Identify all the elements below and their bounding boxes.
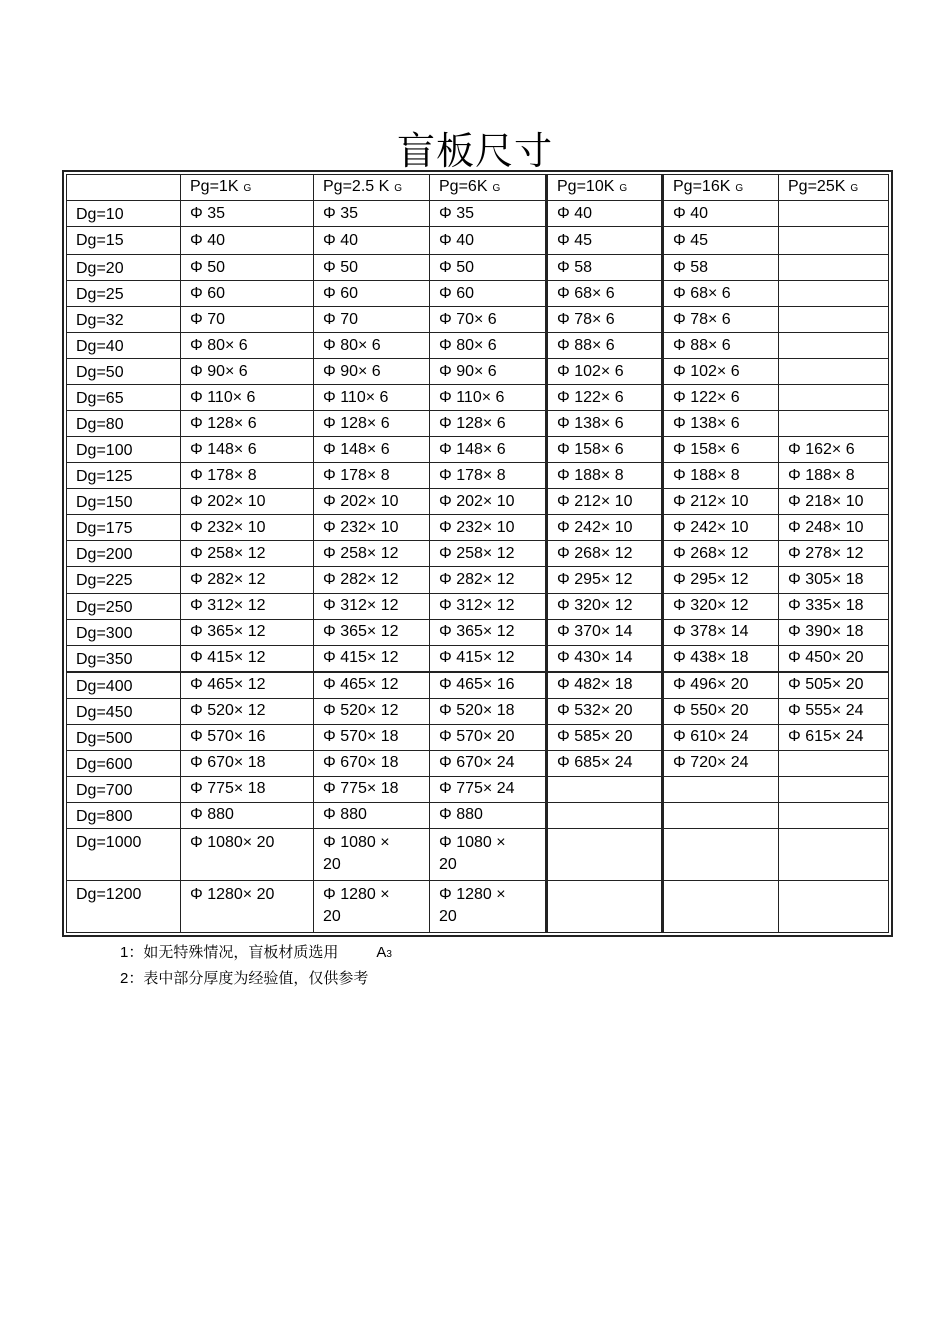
- table-cell: Φ 70: [181, 307, 314, 333]
- table-row: [67, 489, 889, 515]
- table-cell: Φ 520× 12: [314, 698, 430, 724]
- table-row: [67, 802, 889, 828]
- footnote-1-text: 1：如无特殊情况，盲板材质选用: [120, 944, 339, 961]
- header-cell: [314, 175, 430, 201]
- pressure-unit-sub: G: [243, 182, 252, 194]
- table-cell: Φ 378× 14: [663, 619, 779, 645]
- table-cell: Φ 178× 8: [314, 463, 430, 489]
- table-cell: Φ 430× 14: [547, 645, 663, 672]
- row-header-cell: Dg=1000: [67, 828, 181, 880]
- table-cell: Φ 40: [314, 227, 430, 255]
- table-row: [67, 593, 889, 619]
- table-cell: Φ 282× 12: [181, 567, 314, 593]
- table-row: [67, 672, 889, 699]
- table-cell: Φ 670× 24: [430, 750, 547, 776]
- table-cell: Φ 80× 6: [430, 333, 547, 359]
- table-row: [67, 333, 889, 359]
- pressure-unit-sub: G: [735, 182, 744, 194]
- table-row: [67, 411, 889, 437]
- table-cell: Φ 282× 12: [430, 567, 547, 593]
- table-cell: Φ 45: [547, 227, 663, 255]
- table-row: [67, 828, 889, 880]
- table-cell: [779, 333, 889, 359]
- table-cell: Φ 188× 8: [779, 463, 889, 489]
- table-cell: Φ 1080 × 20: [314, 828, 430, 880]
- table-cell: [663, 776, 779, 802]
- table-cell: Φ 312× 12: [314, 593, 430, 619]
- table-row: [67, 515, 889, 541]
- table-cell: Φ 496× 20: [663, 672, 779, 699]
- table-cell: Φ 550× 20: [663, 698, 779, 724]
- table-cell: Φ 70: [314, 307, 430, 333]
- table-cell: Φ 312× 12: [430, 593, 547, 619]
- table-cell: Φ 570× 18: [314, 724, 430, 750]
- table-cell: Φ 258× 12: [430, 541, 547, 567]
- table-cell: [779, 281, 889, 307]
- header-cell: [181, 175, 314, 201]
- footnotes: [120, 942, 392, 994]
- dimension-table-frame: [62, 170, 893, 937]
- table-row: [67, 385, 889, 411]
- row-header-cell: Dg=500: [67, 724, 181, 750]
- table-cell: [779, 359, 889, 385]
- table-cell: Φ 295× 12: [547, 567, 663, 593]
- table-cell: Φ 365× 12: [430, 619, 547, 645]
- table-cell: Φ 122× 6: [663, 385, 779, 411]
- table-cell: Φ 268× 12: [663, 541, 779, 567]
- table-cell: Φ 370× 14: [547, 619, 663, 645]
- table-cell: Φ 775× 24: [430, 776, 547, 802]
- table-cell: Φ 570× 16: [181, 724, 314, 750]
- row-header-cell: Dg=450: [67, 698, 181, 724]
- table-cell: Φ 90× 6: [181, 359, 314, 385]
- table-cell: Φ 282× 12: [314, 567, 430, 593]
- table-cell: Φ 615× 24: [779, 724, 889, 750]
- table-cell: Φ 720× 24: [663, 750, 779, 776]
- table-row: [67, 724, 889, 750]
- table-cell: Φ 68× 6: [547, 281, 663, 307]
- table-cell: Φ 178× 8: [430, 463, 547, 489]
- table-cell: Φ 312× 12: [181, 593, 314, 619]
- table-cell: Φ 40: [547, 201, 663, 227]
- table-cell: Φ 88× 6: [547, 333, 663, 359]
- table-cell: Φ 110× 6: [314, 385, 430, 411]
- table-cell: Φ 45: [663, 227, 779, 255]
- table-cell: Φ 880: [181, 802, 314, 828]
- table-cell: Φ 242× 10: [663, 515, 779, 541]
- table-row: [67, 359, 889, 385]
- table-row: [67, 463, 889, 489]
- table-cell: Φ 90× 6: [430, 359, 547, 385]
- table-cell: Φ 320× 12: [663, 593, 779, 619]
- table-cell: Φ 258× 12: [314, 541, 430, 567]
- table-cell: Φ 148× 6: [314, 437, 430, 463]
- pressure-label: Pg=2.5 K: [323, 177, 390, 195]
- table-cell: Φ 415× 12: [181, 645, 314, 672]
- row-header-cell: Dg=10: [67, 201, 181, 227]
- table-cell: Φ 40: [430, 227, 547, 255]
- table-cell: Φ 110× 6: [181, 385, 314, 411]
- table-cell: Φ 202× 10: [314, 489, 430, 515]
- table-cell: Φ 78× 6: [663, 307, 779, 333]
- table-cell: [779, 802, 889, 828]
- table-cell: Φ 80× 6: [181, 333, 314, 359]
- row-header-cell: Dg=100: [67, 437, 181, 463]
- table-cell: Φ 438× 18: [663, 645, 779, 672]
- table-cell: Φ 335× 18: [779, 593, 889, 619]
- table-cell: Φ 415× 12: [314, 645, 430, 672]
- table-cell: Φ 232× 10: [314, 515, 430, 541]
- table-cell: Φ 232× 10: [181, 515, 314, 541]
- table-cell: Φ 278× 12: [779, 541, 889, 567]
- table-cell: Φ 415× 12: [430, 645, 547, 672]
- table-cell: [779, 385, 889, 411]
- table-cell: Φ 148× 6: [430, 437, 547, 463]
- table-cell: Φ 775× 18: [181, 776, 314, 802]
- table-cell: Φ 1280× 20: [181, 880, 314, 932]
- table-cell: Φ 128× 6: [181, 411, 314, 437]
- table-cell: Φ 465× 16: [430, 672, 547, 699]
- table-cell: Φ 90× 6: [314, 359, 430, 385]
- table-row: [67, 776, 889, 802]
- table-cell: Φ 390× 18: [779, 619, 889, 645]
- header-cell: [547, 175, 663, 201]
- row-header-cell: Dg=700: [67, 776, 181, 802]
- material-grade: A: [376, 944, 387, 961]
- table-cell: Φ 880: [430, 802, 547, 828]
- row-header-cell: Dg=350: [67, 645, 181, 672]
- table-cell: Φ 320× 12: [547, 593, 663, 619]
- table-cell: [547, 802, 663, 828]
- table-cell: Φ 295× 12: [663, 567, 779, 593]
- table-cell: Φ 35: [314, 201, 430, 227]
- row-header-cell: Dg=40: [67, 333, 181, 359]
- table-cell: [779, 255, 889, 281]
- row-header-cell: Dg=800: [67, 802, 181, 828]
- table-cell: [779, 227, 889, 255]
- table-cell: Φ 532× 20: [547, 698, 663, 724]
- table-row: [67, 307, 889, 333]
- table-row: [67, 645, 889, 672]
- table-cell: Φ 78× 6: [547, 307, 663, 333]
- table-cell: Φ 482× 18: [547, 672, 663, 699]
- header-cell: [779, 175, 889, 201]
- table-cell: Φ 40: [181, 227, 314, 255]
- table-cell: [779, 201, 889, 227]
- row-header-cell: Dg=25: [67, 281, 181, 307]
- table-cell: [779, 411, 889, 437]
- table-cell: Φ 268× 12: [547, 541, 663, 567]
- table-cell: Φ 138× 6: [547, 411, 663, 437]
- table-cell: Φ 248× 10: [779, 515, 889, 541]
- table-cell: Φ 148× 6: [181, 437, 314, 463]
- table-cell: Φ 202× 10: [430, 489, 547, 515]
- pressure-unit-sub: G: [619, 182, 628, 194]
- row-header-cell: Dg=1200: [67, 880, 181, 932]
- footnote-2: [120, 968, 392, 994]
- table-cell: Φ 258× 12: [181, 541, 314, 567]
- table-cell: Φ 610× 24: [663, 724, 779, 750]
- row-header-cell: Dg=80: [67, 411, 181, 437]
- table-cell: Φ 50: [430, 255, 547, 281]
- pressure-unit-sub: G: [492, 182, 501, 194]
- table-cell: Φ 50: [314, 255, 430, 281]
- pressure-unit-sub: G: [394, 182, 403, 194]
- table-cell: Φ 232× 10: [430, 515, 547, 541]
- table-row: [67, 201, 889, 227]
- table-cell: Φ 570× 20: [430, 724, 547, 750]
- table-cell: Φ 40: [663, 201, 779, 227]
- table-cell: [779, 307, 889, 333]
- table-cell: [779, 880, 889, 932]
- pressure-label: Pg=10K: [557, 177, 615, 195]
- table-row: [67, 698, 889, 724]
- table-cell: Φ 35: [430, 201, 547, 227]
- table-cell: Φ 58: [663, 255, 779, 281]
- row-header-cell: Dg=400: [67, 672, 181, 699]
- table-cell: Φ 102× 6: [547, 359, 663, 385]
- table-cell: Φ 122× 6: [547, 385, 663, 411]
- table-cell: Φ 158× 6: [547, 437, 663, 463]
- table-cell: [779, 750, 889, 776]
- table-row: [67, 255, 889, 281]
- row-header-cell: Dg=150: [67, 489, 181, 515]
- table-cell: Φ 450× 20: [779, 645, 889, 672]
- table-cell: Φ 520× 18: [430, 698, 547, 724]
- footnote-1: [120, 942, 392, 968]
- table-cell: Φ 110× 6: [430, 385, 547, 411]
- table-cell: Φ 1080 × 20: [430, 828, 547, 880]
- table-cell: [779, 776, 889, 802]
- header-cell: [663, 175, 779, 201]
- table-cell: Φ 50: [181, 255, 314, 281]
- row-header-cell: Dg=32: [67, 307, 181, 333]
- table-cell: Φ 178× 8: [181, 463, 314, 489]
- table-cell: Φ 58: [547, 255, 663, 281]
- header-row: [67, 175, 889, 201]
- table-cell: Φ 188× 8: [547, 463, 663, 489]
- material-grade-sub: 3: [386, 949, 392, 960]
- footnote-2-text: 2：表中部分厚度为经验值，仅供参考: [120, 970, 369, 987]
- table-cell: [547, 828, 663, 880]
- table-cell: Φ 212× 10: [663, 489, 779, 515]
- table-row: [67, 619, 889, 645]
- table-cell: Φ 1280 × 20: [430, 880, 547, 932]
- table-cell: Φ 585× 20: [547, 724, 663, 750]
- table-cell: Φ 68× 6: [663, 281, 779, 307]
- row-header-cell: Dg=600: [67, 750, 181, 776]
- table-cell: Φ 365× 12: [181, 619, 314, 645]
- blind-plate-dimension-table: [66, 174, 889, 933]
- table-cell: Φ 128× 6: [314, 411, 430, 437]
- table-cell: [547, 776, 663, 802]
- table-cell: Φ 465× 12: [181, 672, 314, 699]
- table-cell: Φ 555× 24: [779, 698, 889, 724]
- table-cell: Φ 775× 18: [314, 776, 430, 802]
- row-header-cell: Dg=225: [67, 567, 181, 593]
- table-cell: Φ 80× 6: [314, 333, 430, 359]
- table-cell: Φ 128× 6: [430, 411, 547, 437]
- pressure-label: Pg=1K: [190, 177, 239, 195]
- header-cell: [430, 175, 547, 201]
- table-row: [67, 227, 889, 255]
- table-row: [67, 750, 889, 776]
- table-cell: Φ 202× 10: [181, 489, 314, 515]
- table-cell: Φ 35: [181, 201, 314, 227]
- table-cell: Φ 670× 18: [181, 750, 314, 776]
- row-header-cell: Dg=300: [67, 619, 181, 645]
- table-cell: Φ 102× 6: [663, 359, 779, 385]
- table-cell: Φ 158× 6: [663, 437, 779, 463]
- table-row: [67, 541, 889, 567]
- table-cell: Φ 138× 6: [663, 411, 779, 437]
- row-header-cell: Dg=50: [67, 359, 181, 385]
- pressure-unit-sub: G: [850, 182, 859, 194]
- pressure-label: Pg=6K: [439, 177, 488, 195]
- table-cell: [547, 880, 663, 932]
- table-cell: Φ 505× 20: [779, 672, 889, 699]
- row-header-cell: Dg=20: [67, 255, 181, 281]
- table-row: [67, 880, 889, 932]
- table-cell: Φ 60: [430, 281, 547, 307]
- table-cell: Φ 88× 6: [663, 333, 779, 359]
- table-cell: Φ 305× 18: [779, 567, 889, 593]
- table-cell: Φ 365× 12: [314, 619, 430, 645]
- table-row: [67, 281, 889, 307]
- row-header-cell: Dg=65: [67, 385, 181, 411]
- table-cell: Φ 162× 6: [779, 437, 889, 463]
- table-cell: Φ 60: [181, 281, 314, 307]
- table-cell: Φ 465× 12: [314, 672, 430, 699]
- table-cell: Φ 242× 10: [547, 515, 663, 541]
- pressure-label: Pg=16K: [673, 177, 731, 195]
- row-header-cell: Dg=15: [67, 227, 181, 255]
- table-cell: Φ 60: [314, 281, 430, 307]
- table-row: [67, 567, 889, 593]
- table-cell: Φ 70× 6: [430, 307, 547, 333]
- table-cell: Φ 1280 × 20: [314, 880, 430, 932]
- table-cell: [663, 802, 779, 828]
- table-cell: Φ 212× 10: [547, 489, 663, 515]
- table-cell: Φ 880: [314, 802, 430, 828]
- table-cell: Φ 520× 12: [181, 698, 314, 724]
- table-cell: [663, 828, 779, 880]
- table-cell: [663, 880, 779, 932]
- table-cell: Φ 685× 24: [547, 750, 663, 776]
- row-header-cell: Dg=125: [67, 463, 181, 489]
- pressure-label: Pg=25K: [788, 177, 846, 195]
- table-cell: Φ 218× 10: [779, 489, 889, 515]
- row-header-cell: Dg=250: [67, 593, 181, 619]
- header-corner: [67, 175, 181, 201]
- table-cell: Φ 188× 8: [663, 463, 779, 489]
- row-header-cell: Dg=200: [67, 541, 181, 567]
- table-cell: Φ 670× 18: [314, 750, 430, 776]
- table-row: [67, 437, 889, 463]
- page-title: 盲板尺寸: [396, 129, 553, 173]
- table-cell: [779, 828, 889, 880]
- table-cell: Φ 1080× 20: [181, 828, 314, 880]
- row-header-cell: Dg=175: [67, 515, 181, 541]
